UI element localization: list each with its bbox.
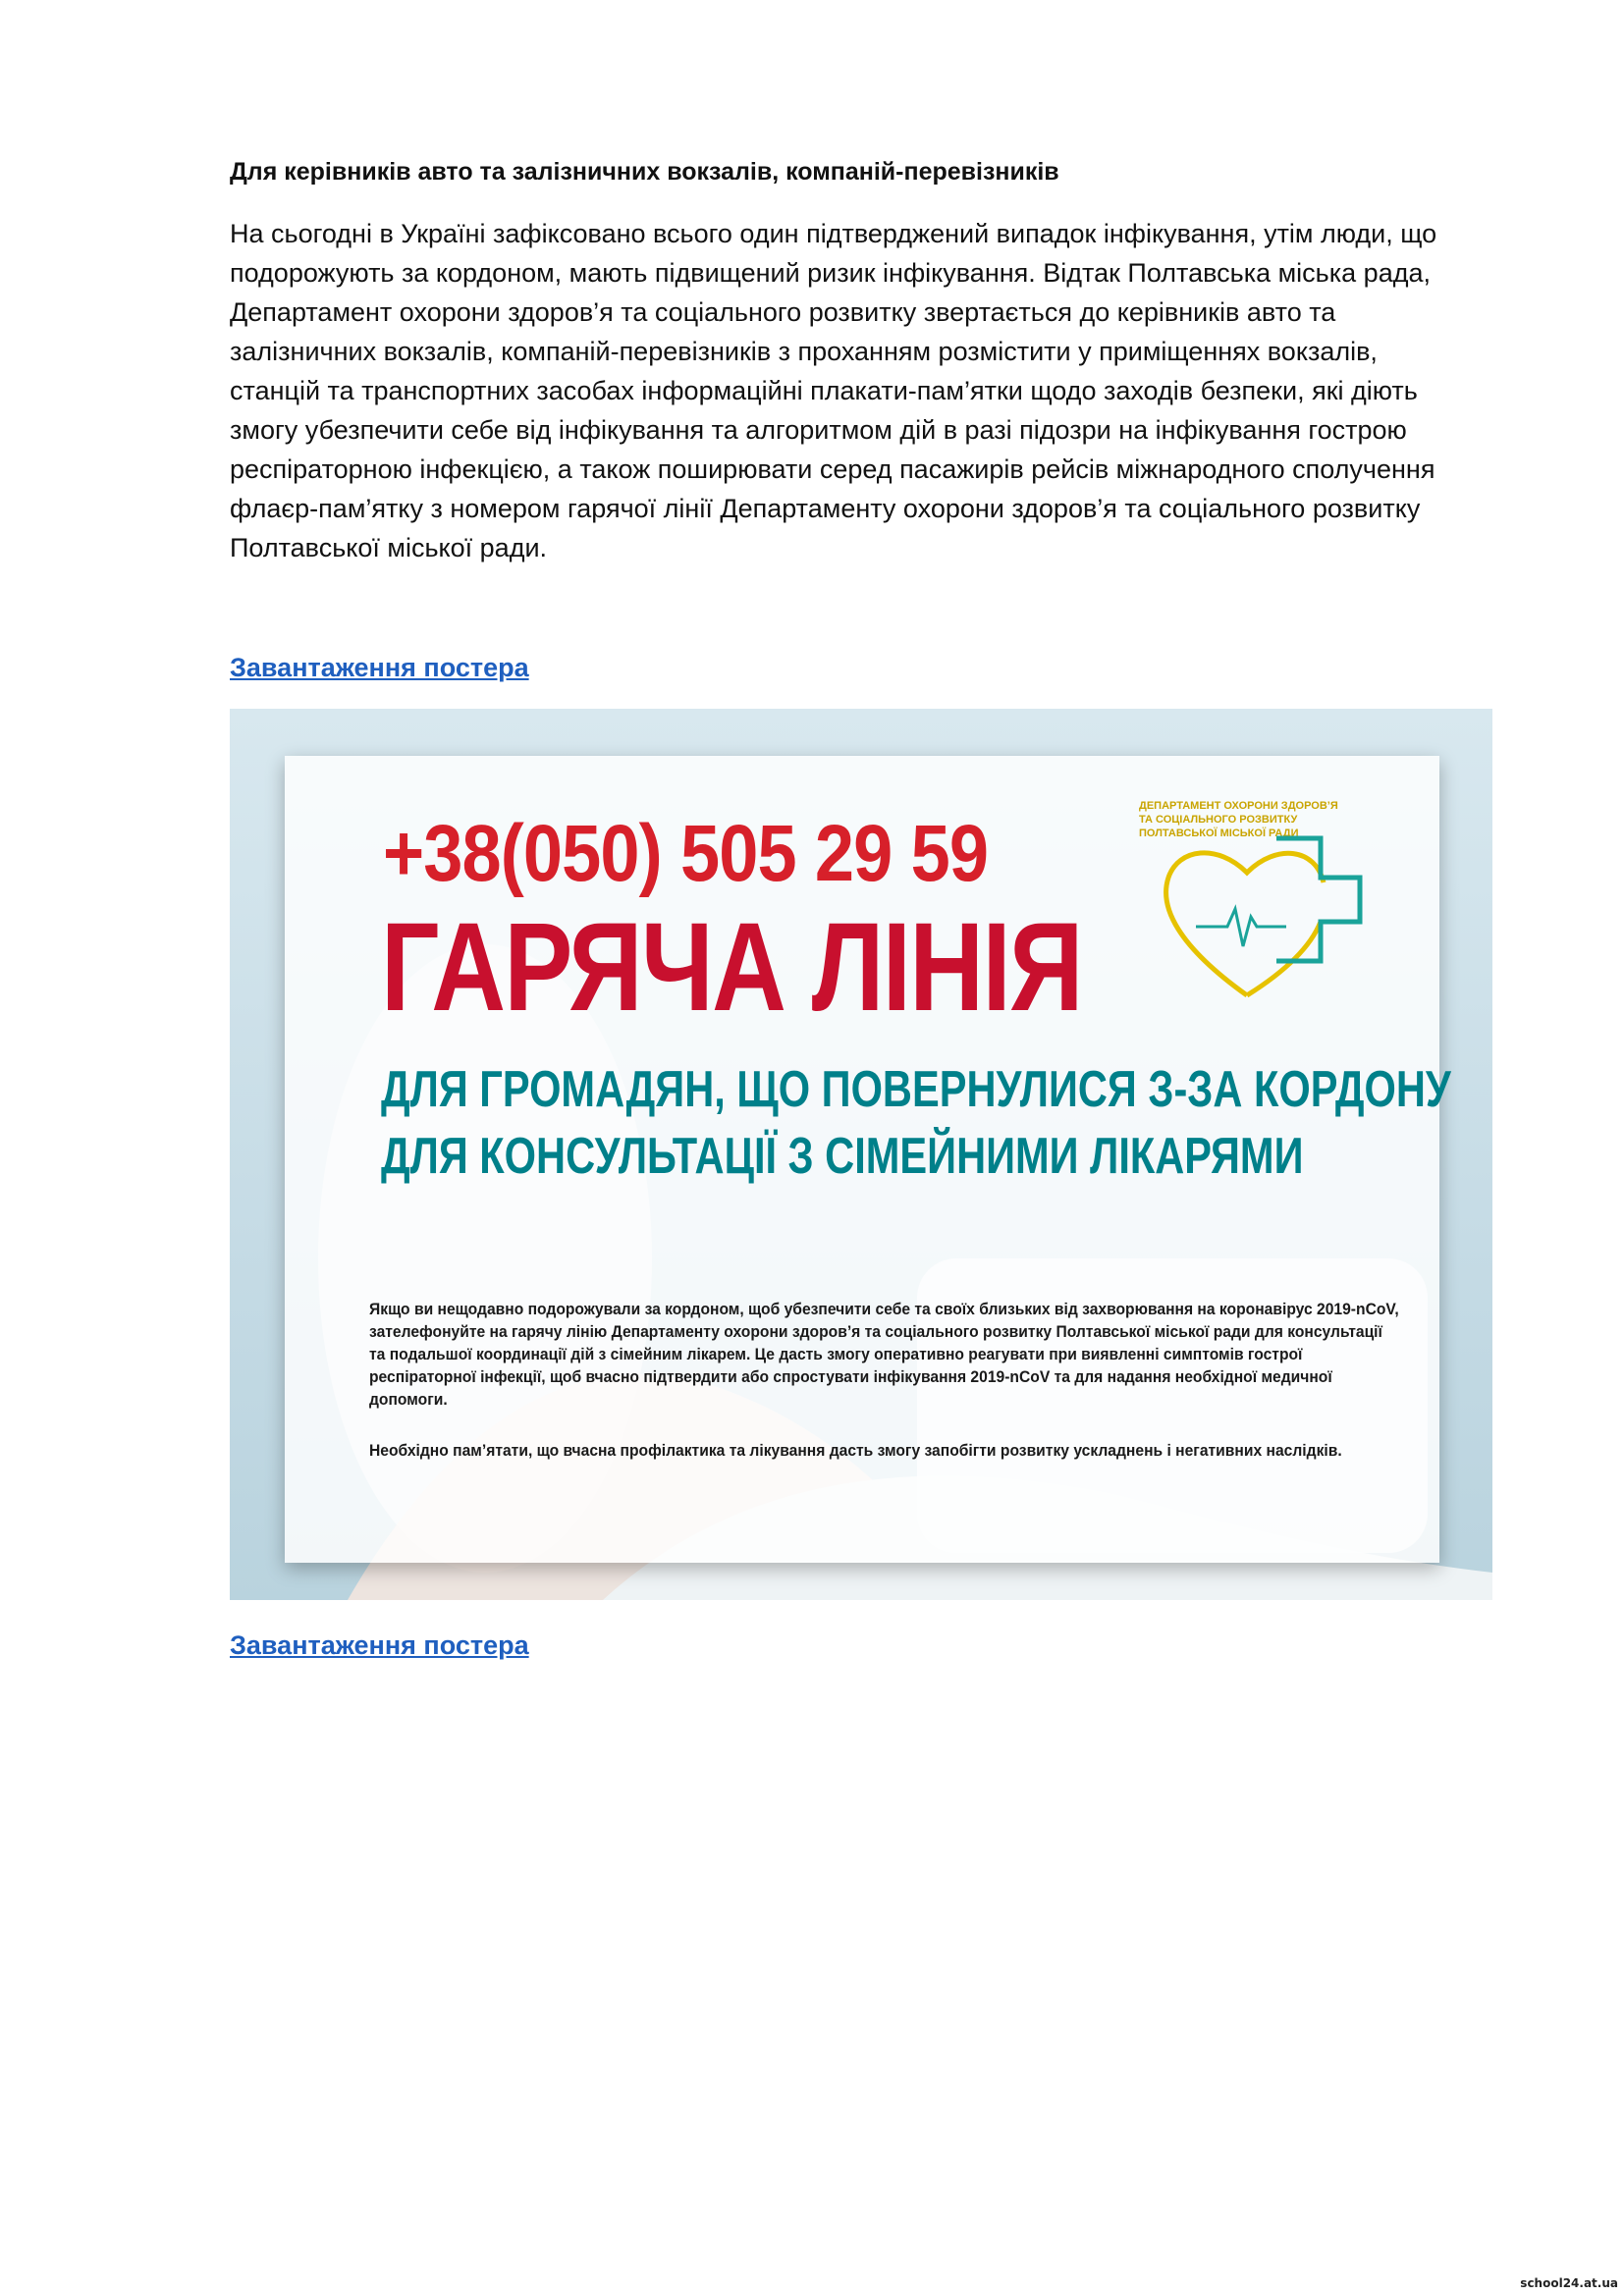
body-line: подорожують за кордоном, мають підвищений ризик інфікування. Відтак Полтавська міська рада, <box>230 258 1431 288</box>
hotline-poster-image <box>230 709 1492 1600</box>
logo-text-line: ПОЛТАВСЬКОЇ МІСЬКОЇ РАДИ <box>1139 828 1299 839</box>
poster-subtitle-2: ДЛЯ КОНСУЛЬТАЦІЇ З СІМЕЙНИМИ ЛІКАРЯМИ <box>381 1128 1304 1185</box>
logo-text-line: ТА СОЦІАЛЬНОГО РОЗВИТКУ <box>1139 814 1298 826</box>
body-line: змогу убезпечити себе від інфікування та алгоритмом дій в разі підозри на інфікування гострою <box>230 415 1407 445</box>
poster-paragraph-2 <box>369 1439 1430 1462</box>
hotline-phone-number: +38(050) 505 29 59 <box>383 809 989 898</box>
poster-card <box>285 756 1451 1563</box>
poster-paragraph-line: зателефонуйте на гарячу лінію Департаменту охорони здоров’я та соціального розвитку Полтавської міської ради для консультації <box>369 1322 1382 1341</box>
body-line: залізничних вокзалів, компаній-перевізників з проханням розмістити у приміщеннях вокзалів, <box>230 337 1378 366</box>
download-poster-link-bottom[interactable]: Завантаження постера <box>230 1630 529 1660</box>
poster-paragraph-line: респіраторної інфекції, щоб вчасно підтвердити або спростувати інфікування 2019-nCoV та для надання необхідної медичної <box>369 1367 1332 1386</box>
heart-cross-icon <box>1139 799 1414 1005</box>
site-watermark: school24.at.ua <box>1520 2276 1618 2290</box>
logo-text-line: ДЕПАРТАМЕНТ ОХОРОНИ ЗДОРОВ’Я <box>1139 800 1338 812</box>
body-line: Департамент охорони здоров’я та соціального розвитку звертається до керівників авто та <box>230 297 1336 327</box>
department-logo <box>1139 799 1414 1005</box>
poster-subtitle-1: ДЛЯ ГРОМАДЯН, ЩО ПОВЕРНУЛИСЯ З-ЗА КОРДОНУ <box>381 1061 1451 1118</box>
poster-paragraph-line: та подальшої координації дій з сімейним лікарем. Це дасть змогу оперативно реагувати при виявленні симптомів гострої <box>369 1345 1303 1363</box>
poster-paragraph-line: Необхідно пам’ятати, що вчасна профілактика та лікування дасть змогу запобігти розвитку ускладнень і негативних наслідків. <box>369 1441 1342 1460</box>
body-paragraph <box>230 214 1506 567</box>
body-line: На сьогодні в Україні зафіксовано всього один підтверджений випадок інфікування, утім люди, що <box>230 219 1437 248</box>
poster-paragraph-1 <box>369 1298 1430 1411</box>
body-line: Полтавської міської ради. <box>230 533 548 562</box>
body-line: станцій та транспортних засобах інформаційні плакати-пам’ятки щодо заходів безпеки, які діють <box>230 376 1418 405</box>
body-line: флаєр-пам’ятку з номером гарячої лінії Департаменту охорони здоров’я та соціального розвитку <box>230 494 1421 523</box>
download-poster-link-top[interactable]: Завантаження постера <box>230 653 529 682</box>
poster-paragraph-line: допомоги. <box>369 1390 448 1409</box>
body-line: респіраторною інфекцією, а також поширювати серед пасажирів рейсів міжнародного сполучення <box>230 454 1435 484</box>
hotline-title: ГАРЯЧА ЛІНІЯ <box>381 897 1082 1038</box>
poster-paragraph-line: Якщо ви нещодавно подорожували за кордоном, щоб убезпечити себе та своїх близьких від захворювання на коронавірус 2019-nCoV, <box>369 1300 1399 1318</box>
page-heading: Для керівників авто та залізничних вокзалів, компаній-перевізників <box>230 158 1059 186</box>
